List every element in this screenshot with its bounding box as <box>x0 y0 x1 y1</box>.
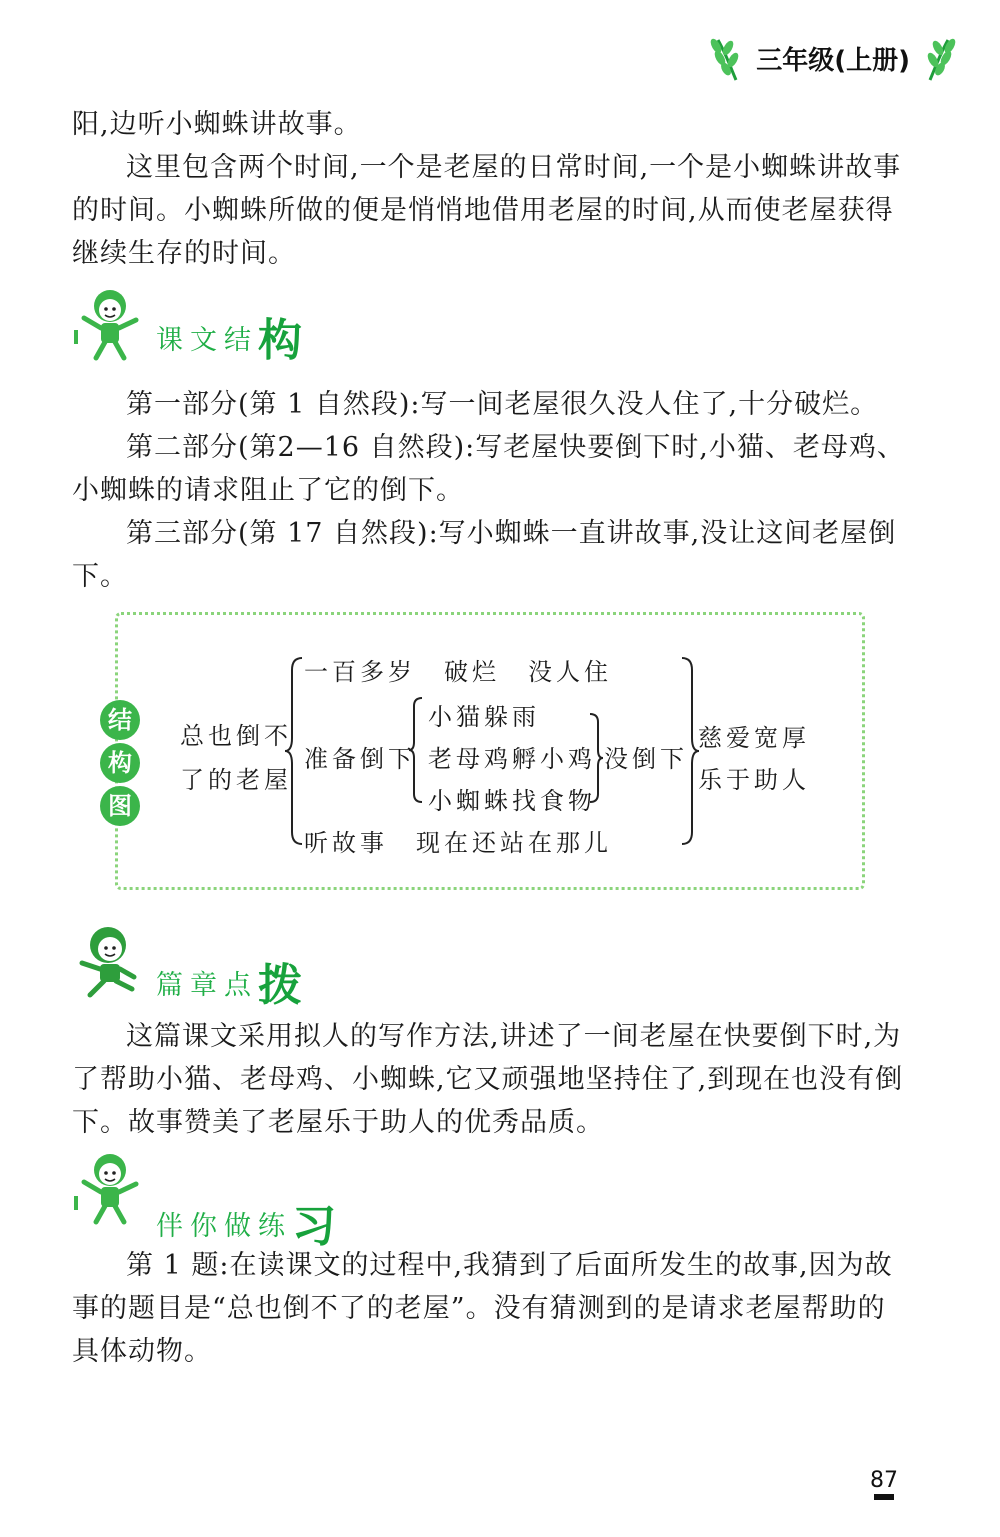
left-brace <box>284 656 304 846</box>
structure-diagram-label <box>100 700 144 829</box>
page-header <box>706 30 960 86</box>
wheat-leaf-icon <box>918 34 960 82</box>
label-char: 结 <box>100 700 140 740</box>
diagram-branch-1: 一百多岁 破烂 没人住 <box>304 658 612 686</box>
intro-continuation: 阳,边听小蜘蛛讲故事。 <box>72 109 362 140</box>
cartoon-boy-icon <box>70 286 150 364</box>
title-emphasis: 习 <box>292 1201 336 1252</box>
section-heading-practice <box>70 1150 430 1252</box>
diagram-branch-3: 听故事 现在还站在那儿 <box>304 829 612 857</box>
structure-part-1: 第一部分(第 1 自然段):写一间老屋很久没人住了,十分破烂。 <box>126 389 879 420</box>
diagram-item-2: 老母鸡孵小鸡 <box>428 745 596 773</box>
title-emphasis: 构 <box>258 315 302 366</box>
title-prefix: 课文结 <box>156 325 258 356</box>
wheat-leaf-icon <box>706 34 748 82</box>
label-char: 构 <box>100 743 140 783</box>
title-prefix: 篇章点 <box>156 970 258 1001</box>
diagram-branch-2-label: 准备倒下 <box>304 745 416 773</box>
intro-paragraph: 这里包含两个时间,一个是老屋的日常时间,一个是小蜘蛛讲故事的时间。小蜘蛛所做的便是悄悄地借用老屋的时间,从而使老屋获得继续生存的时间。 <box>72 152 902 269</box>
cartoon-boy-icon <box>70 1150 150 1230</box>
inner-left-brace <box>408 696 424 804</box>
diagram-conclusion-line1: 慈爱宽厚 <box>698 724 810 752</box>
diagram-branch-2-result: 没倒下 <box>604 745 688 773</box>
title-prefix: 伴你做练 <box>156 1211 292 1242</box>
structure-part-2: 第二部分(第2—16 自然段):写老屋快要倒下时,小猫、老母鸡、小蜘蛛的请求阻止了它的倒下。 <box>72 432 905 506</box>
summary-paragraph: 这篇课文采用拟人的写作方法,讲述了一间老屋在快要倒下时,为了帮助小猫、老母鸡、小蜘蛛,它又顽强地坚持住了,到现在也没有倒下。故事赞美了老屋乐于助人的优秀品质。 <box>72 1021 904 1138</box>
diagram-root-line1: 总也倒不 <box>180 722 292 750</box>
page-number-underline <box>874 1494 894 1500</box>
right-brace <box>680 656 700 846</box>
structure-part-3: 第三部分(第 17 自然段):写小蜘蛛一直讲故事,没让这间老屋倒下。 <box>72 518 897 592</box>
diagram-root-line2: 了的老屋 <box>180 766 292 794</box>
practice-paragraph: 第 1 题:在读课文的过程中,我猜到了后面所发生的故事,因为故事的题目是“总也倒不了的老屋”。没有猜测到的是请求老屋帮助的具体动物。 <box>72 1250 893 1367</box>
diagram-conclusion-line2: 乐于助人 <box>698 766 810 794</box>
diagram-item-1: 小猫躲雨 <box>428 703 540 731</box>
section-heading-summary <box>70 923 430 1011</box>
page-number: 87 <box>870 1468 898 1493</box>
title-emphasis: 拨 <box>258 960 302 1011</box>
section-title <box>156 949 302 1013</box>
section-title <box>156 304 302 368</box>
label-char: 图 <box>100 786 140 826</box>
diagram-item-3: 小蜘蛛找食物 <box>428 787 596 815</box>
section-heading-structure <box>70 286 430 366</box>
inner-right-brace <box>588 712 604 804</box>
cartoon-boy-icon <box>70 923 150 1003</box>
grade-label: 三年级(上册) <box>756 45 910 76</box>
